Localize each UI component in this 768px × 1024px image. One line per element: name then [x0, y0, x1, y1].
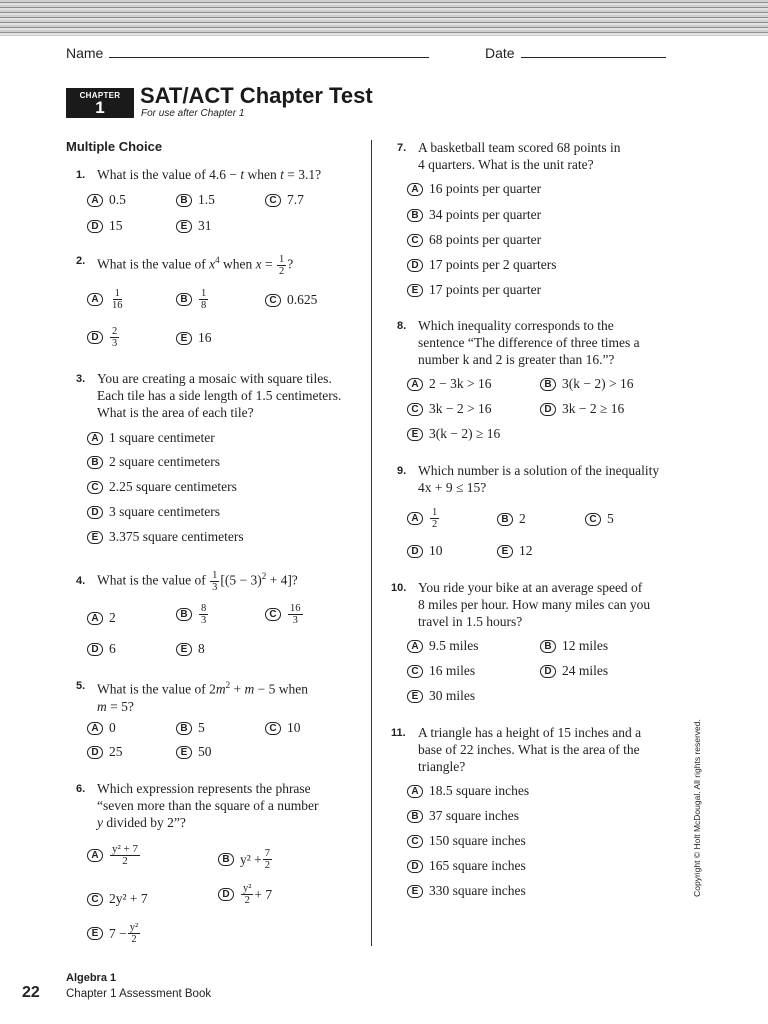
- frac-den: 2: [264, 860, 271, 871]
- q7-option-d[interactable]: [407, 257, 556, 273]
- option-fraction: [199, 603, 208, 626]
- q2-text-d: ?: [287, 256, 294, 272]
- q4-option-e[interactable]: [176, 641, 205, 657]
- q1-var2: t: [280, 167, 284, 182]
- option-text: 34 points per quarter: [429, 207, 542, 222]
- frac-den: 2: [122, 855, 128, 867]
- answer-bubble-c[interactable]: C: [265, 608, 281, 621]
- q8-line3: number k and 2 is greater than 16.”?: [418, 352, 615, 367]
- q7-line1: A basketball team scored 68 points in: [418, 140, 621, 155]
- option-fraction: [241, 883, 253, 906]
- answer-bubble-e[interactable]: E: [497, 545, 513, 558]
- date-field[interactable]: [485, 45, 666, 61]
- answer-bubble-d[interactable]: D: [87, 746, 103, 759]
- q6-line3-text: divided by 2”?: [103, 815, 186, 830]
- q3-option-b[interactable]: [87, 454, 220, 470]
- q8-option-d[interactable]: [540, 401, 624, 417]
- question-number: 3.: [76, 373, 86, 385]
- frac-num: 1: [114, 288, 120, 299]
- frac-den: 2: [432, 519, 438, 530]
- q11-line2: base of 22 inches. What is the area of the: [418, 742, 640, 757]
- answer-bubble-e[interactable]: E: [407, 690, 423, 703]
- q2-text-c: =: [261, 256, 276, 272]
- frac-den: 2: [131, 934, 137, 945]
- page-title: SAT/ACT Chapter Test: [140, 83, 373, 108]
- answer-bubble-b[interactable]: B: [540, 640, 556, 653]
- option-fraction: [430, 507, 439, 530]
- q3-option-a[interactable]: [87, 430, 215, 446]
- option-text: 8: [198, 641, 205, 656]
- q9-option-e[interactable]: [497, 543, 533, 559]
- answer-bubble-c[interactable]: C: [407, 403, 423, 416]
- q2-option-a[interactable]: [87, 288, 126, 311]
- q2-var: x: [209, 256, 216, 272]
- answer-bubble-c[interactable]: C: [265, 194, 281, 207]
- answer-bubble-a[interactable]: A: [407, 785, 423, 798]
- frac-den: 3: [112, 338, 118, 349]
- q5-text-c: − 5 when: [254, 681, 308, 697]
- question-5: [76, 677, 308, 715]
- answer-bubble-b[interactable]: B: [87, 456, 103, 469]
- option-text: 165 square inches: [429, 858, 526, 873]
- answer-bubble-e[interactable]: E: [176, 643, 192, 656]
- answer-bubble-d[interactable]: D: [87, 220, 103, 233]
- question-number: 7.: [397, 142, 407, 154]
- date-line[interactable]: [521, 47, 666, 58]
- q7-option-b[interactable]: [407, 207, 541, 223]
- option-text: 16 points per quarter: [429, 181, 542, 196]
- option-text: 0.5: [109, 192, 126, 207]
- answer-bubble-a[interactable]: A: [87, 293, 103, 306]
- q2-text-b: when: [219, 256, 256, 272]
- option-text: 24 miles: [562, 663, 609, 678]
- answer-bubble-e[interactable]: E: [176, 746, 192, 759]
- option-text: 10: [429, 543, 443, 558]
- q5-option-b[interactable]: [176, 720, 205, 736]
- q3-line2: Each tile has a side length of 1.5 centimeters.: [97, 388, 342, 403]
- q4-fraction: [210, 570, 219, 593]
- q1-option-e[interactable]: [176, 218, 212, 234]
- question-number: 11.: [391, 727, 406, 739]
- q8-option-b[interactable]: [540, 376, 633, 392]
- option-text: 3 square centimeters: [109, 504, 220, 519]
- q9-line2: 4x + 9 ≤ 15?: [418, 480, 487, 495]
- page-number: 22: [22, 984, 40, 1001]
- question-number: 6.: [76, 783, 86, 795]
- q11-line3: triangle?: [418, 759, 466, 774]
- frac-num: 7: [264, 848, 271, 859]
- q6-option-b[interactable]: [218, 848, 273, 871]
- answer-bubble-d[interactable]: D: [87, 643, 103, 656]
- answer-bubble-d[interactable]: D: [540, 403, 556, 416]
- option-text: 2: [109, 610, 116, 625]
- option-text: 7 −: [109, 925, 127, 941]
- option-text: 5: [607, 511, 614, 526]
- answer-bubble-a[interactable]: A: [87, 612, 103, 625]
- answer-bubble-b[interactable]: B: [407, 209, 423, 222]
- answer-bubble-e[interactable]: E: [407, 284, 423, 297]
- option-text: 2 − 3k > 16: [429, 376, 492, 391]
- option-text: 31: [198, 218, 212, 233]
- q2-exp: 4: [215, 255, 220, 265]
- chapter-badge: [66, 88, 134, 118]
- question-8: [397, 317, 640, 368]
- q3-line3: What is the area of each tile?: [97, 405, 254, 420]
- q6-line3-var: y: [97, 815, 103, 830]
- answer-bubble-b[interactable]: B: [176, 194, 192, 207]
- q11-option-b[interactable]: [407, 808, 519, 824]
- q4-option-b[interactable]: [176, 603, 209, 626]
- q1-text-b: when: [244, 167, 281, 182]
- q5-text-b: +: [230, 681, 245, 697]
- answer-bubble-d[interactable]: D: [407, 545, 423, 558]
- answer-bubble-d[interactable]: D: [407, 259, 423, 272]
- answer-bubble-c[interactable]: C: [585, 513, 601, 526]
- option-text: 18.5 square inches: [429, 783, 530, 798]
- option-fraction: [110, 844, 140, 867]
- option-fraction: [110, 326, 119, 349]
- answer-bubble-c[interactable]: C: [265, 722, 281, 735]
- answer-bubble-d[interactable]: D: [87, 331, 103, 344]
- q7-option-e[interactable]: [407, 282, 541, 298]
- q2-var2: x: [255, 256, 262, 272]
- answer-bubble-e[interactable]: E: [87, 531, 103, 544]
- answer-bubble-b[interactable]: B: [176, 722, 192, 735]
- q10-line2: 8 miles per hour. How many miles can you: [418, 597, 651, 612]
- q7-line2: 4 quarters. What is the unit rate?: [418, 157, 594, 172]
- option-text: 30 miles: [429, 688, 476, 703]
- answer-bubble-d[interactable]: D: [407, 860, 423, 873]
- frac-den: 3: [212, 581, 218, 593]
- q4-option-c[interactable]: [265, 603, 304, 626]
- option-text: 17 points per quarter: [429, 282, 542, 297]
- option-text: 12 miles: [562, 638, 609, 653]
- option-text: 37 square inches: [429, 808, 519, 823]
- q5-option-d[interactable]: [87, 744, 123, 760]
- answer-bubble-b[interactable]: B: [176, 293, 192, 306]
- q11-option-e[interactable]: [407, 883, 526, 899]
- q10-option-d[interactable]: [540, 663, 608, 679]
- q4-option-d[interactable]: [87, 641, 116, 657]
- column-divider: [371, 140, 372, 946]
- option-text: 2.25 square centimeters: [109, 479, 237, 494]
- q8-line2: sentence “The difference of three times a: [418, 335, 640, 350]
- option-text: 25: [109, 744, 123, 759]
- question-number: 5.: [76, 680, 86, 692]
- q5-line2-var: m: [97, 698, 107, 714]
- option-text: 7.7: [287, 192, 304, 207]
- name-line[interactable]: [109, 47, 429, 58]
- option-text: 0.625: [287, 292, 318, 307]
- question-number: 9.: [397, 465, 407, 477]
- frac-num: 1: [432, 507, 438, 518]
- frac-num: 1: [201, 288, 207, 299]
- option-text: 150 square inches: [429, 833, 526, 848]
- option-text: 17 points per 2 quarters: [429, 257, 557, 272]
- frac-den: 8: [201, 300, 207, 311]
- frac-den: 3: [201, 615, 207, 626]
- q8-option-e[interactable]: [407, 426, 500, 442]
- frac-den: 16: [112, 300, 123, 311]
- q8-line1: Which inequality corresponds to the: [418, 318, 614, 333]
- option-fraction: [128, 922, 140, 945]
- answer-bubble-e[interactable]: E: [87, 927, 103, 940]
- q2-fraction: [277, 254, 286, 277]
- option-text: 5: [198, 720, 205, 735]
- copyright-notice: Copyright © Holt McDougal. All rights reserved.: [692, 719, 702, 897]
- q7-option-a[interactable]: [407, 181, 541, 197]
- q9-option-b[interactable]: [497, 511, 526, 527]
- q6-option-c[interactable]: [87, 891, 148, 907]
- q10-option-a[interactable]: [407, 638, 479, 654]
- option-text: 2 square centimeters: [109, 454, 220, 469]
- q1-var: t: [240, 167, 245, 182]
- q10-line3: travel in 1.5 hours?: [418, 614, 523, 629]
- question-6: [76, 780, 319, 831]
- option-fraction: [288, 603, 303, 626]
- frac-num: 8: [201, 603, 207, 614]
- question-number: 10.: [391, 582, 407, 594]
- answer-bubble-d[interactable]: D: [540, 665, 556, 678]
- question-number: 8.: [397, 320, 407, 332]
- answer-bubble-a[interactable]: A: [87, 722, 103, 735]
- question-3: [76, 370, 341, 421]
- q10-option-b[interactable]: [540, 638, 608, 654]
- q3-option-d[interactable]: [87, 504, 220, 520]
- footer-course: Algebra 1: [66, 972, 117, 984]
- question-number: 2.: [76, 255, 86, 267]
- chapter-label: CHAPTER: [79, 91, 121, 100]
- option-text: y² +: [240, 851, 262, 867]
- answer-bubble-a[interactable]: A: [407, 378, 423, 391]
- answer-bubble-c[interactable]: C: [87, 893, 103, 906]
- answer-bubble-a[interactable]: A: [87, 849, 103, 862]
- option-text: 10: [287, 720, 301, 735]
- answer-bubble-c[interactable]: C: [407, 835, 423, 848]
- question-2: [76, 252, 293, 277]
- option-text: 1.5: [198, 192, 215, 207]
- question-4: [76, 568, 298, 593]
- answer-bubble-a[interactable]: A: [87, 194, 103, 207]
- chapter-number: 1: [95, 98, 105, 117]
- q9-line1: Which number is a solution of the inequality: [418, 463, 660, 478]
- frac-num: 1: [278, 253, 285, 265]
- option-text: 3(k − 2) ≥ 16: [429, 426, 501, 441]
- q1-text-c: = 3.1?: [283, 167, 322, 182]
- option-text: 1 square centimeter: [109, 430, 215, 445]
- option-text: + 7: [254, 886, 273, 902]
- footer-book: Chapter 1 Assessment Book: [66, 988, 212, 1000]
- q8-option-a[interactable]: [407, 376, 491, 392]
- q3-line1: You are creating a mosaic with square tiles.: [97, 371, 332, 386]
- q6-line1: Which expression represents the phrase: [97, 781, 311, 796]
- q1-option-c[interactable]: [265, 192, 304, 208]
- option-text: 50: [198, 744, 212, 759]
- q5-var: m: [215, 681, 226, 697]
- q10-option-e[interactable]: [407, 688, 475, 704]
- q5-var2: m: [244, 681, 255, 697]
- answer-bubble-e[interactable]: E: [407, 885, 423, 898]
- option-text: 16: [198, 330, 212, 345]
- answer-bubble-b[interactable]: B: [497, 513, 513, 526]
- frac-num: y²: [243, 883, 252, 894]
- question-number: 1.: [76, 169, 86, 181]
- q2-option-c[interactable]: [265, 292, 317, 308]
- option-text: 3.375 square centimeters: [109, 529, 244, 544]
- frac-num: 2: [112, 326, 118, 337]
- frac-den: 3: [292, 615, 298, 626]
- binding-strip: [0, 0, 768, 36]
- answer-bubble-a[interactable]: A: [407, 512, 423, 525]
- option-text: 6: [109, 641, 116, 656]
- frac-den: 2: [244, 895, 250, 906]
- q4-text-b: [(5 − 3): [220, 572, 262, 588]
- q1-option-d[interactable]: [87, 218, 123, 234]
- answer-bubble-e[interactable]: E: [176, 220, 192, 233]
- frac-num: 16: [290, 603, 301, 614]
- q1-option-b[interactable]: [176, 192, 215, 208]
- option-text: 2: [519, 511, 526, 526]
- q3-option-e[interactable]: [87, 529, 244, 545]
- question-11: [391, 724, 641, 775]
- q8-option-c[interactable]: [407, 401, 491, 417]
- option-text: 15: [109, 218, 123, 233]
- q4-exp: 2: [261, 571, 267, 581]
- q2-option-e[interactable]: [176, 330, 212, 346]
- option-text: 9.5 miles: [429, 638, 479, 653]
- q2-option-b[interactable]: [176, 288, 209, 311]
- answer-bubble-d[interactable]: D: [218, 888, 234, 901]
- q6-option-a[interactable]: [87, 844, 141, 867]
- option-fraction: [199, 288, 208, 311]
- q10-line1: You ride your bike at an average speed of: [418, 580, 643, 595]
- option-fraction: [263, 848, 272, 871]
- name-field[interactable]: [66, 45, 429, 61]
- frac-num: 1: [212, 569, 218, 581]
- q1-text: What is the value of 4.6 −: [97, 167, 241, 182]
- q5-option-c[interactable]: [265, 720, 301, 736]
- answer-bubble-e[interactable]: E: [407, 428, 423, 441]
- q1-option-a[interactable]: [87, 192, 126, 208]
- answer-bubble-c[interactable]: C: [87, 481, 103, 494]
- answer-bubble-a[interactable]: A: [407, 183, 423, 196]
- answer-bubble-c[interactable]: C: [265, 294, 281, 307]
- option-text: 3k − 2 > 16: [429, 401, 492, 416]
- date-label: Date: [485, 45, 515, 61]
- answer-bubble-d[interactable]: D: [87, 506, 103, 519]
- q11-option-d[interactable]: [407, 858, 526, 874]
- q9-option-d[interactable]: [407, 543, 443, 559]
- option-text: 3(k − 2) > 16: [562, 376, 634, 391]
- q5-line2-text: = 5?: [106, 698, 134, 714]
- q6-option-e[interactable]: [87, 922, 141, 945]
- q11-option-c[interactable]: [407, 833, 526, 849]
- q5-text: What is the value of 2: [97, 681, 216, 697]
- answer-bubble-b[interactable]: B: [407, 810, 423, 823]
- q3-option-c[interactable]: [87, 479, 237, 495]
- q9-option-a[interactable]: [407, 507, 440, 530]
- q4-text: What is the value of: [97, 572, 210, 588]
- answer-bubble-b[interactable]: B: [540, 378, 556, 391]
- option-text: 330 square inches: [429, 883, 526, 898]
- option-text: 16 miles: [429, 663, 476, 678]
- q6-option-d[interactable]: [218, 883, 272, 906]
- question-number: 4.: [76, 575, 86, 587]
- section-heading: Multiple Choice: [66, 139, 163, 154]
- q7-option-c[interactable]: [407, 232, 541, 248]
- q6-line2: “seven more than the square of a number: [97, 798, 319, 813]
- answer-bubble-a[interactable]: A: [87, 432, 103, 445]
- q2-option-d[interactable]: [87, 326, 120, 349]
- answer-bubble-c[interactable]: C: [407, 665, 423, 678]
- q2-text: What is the value of: [97, 256, 210, 272]
- option-text: 2y² + 7: [109, 891, 148, 906]
- question-7: [397, 139, 620, 173]
- answer-bubble-b[interactable]: B: [176, 608, 192, 621]
- q4-option-a[interactable]: [87, 610, 116, 626]
- question-1: [76, 166, 321, 183]
- answer-bubble-c[interactable]: C: [407, 234, 423, 247]
- q5-exp: 2: [225, 680, 231, 690]
- option-text: 12: [519, 543, 533, 558]
- question-9: [397, 462, 659, 496]
- answer-bubble-b[interactable]: B: [218, 853, 234, 866]
- frac-num: y² + 7: [112, 843, 139, 855]
- q4-text-c: + 4]?: [266, 572, 298, 588]
- q11-option-a[interactable]: [407, 783, 529, 799]
- page-subtitle: For use after Chapter 1: [141, 108, 245, 119]
- q5-option-e[interactable]: [176, 744, 212, 760]
- option-text: 0: [109, 720, 116, 735]
- frac-den: 2: [278, 265, 285, 277]
- q10-option-c[interactable]: [407, 663, 475, 679]
- q9-option-c[interactable]: [585, 511, 614, 527]
- q5-option-a[interactable]: [87, 720, 116, 736]
- name-label: Name: [66, 45, 104, 61]
- option-fraction: [110, 288, 125, 311]
- answer-bubble-e[interactable]: E: [176, 332, 192, 345]
- option-text: 3k − 2 ≥ 16: [562, 401, 625, 416]
- frac-num: y²: [129, 922, 139, 933]
- option-text: 68 points per quarter: [429, 232, 542, 247]
- q11-line1: A triangle has a height of 15 inches and a: [418, 725, 642, 740]
- answer-bubble-a[interactable]: A: [407, 640, 423, 653]
- question-10: [391, 579, 650, 630]
